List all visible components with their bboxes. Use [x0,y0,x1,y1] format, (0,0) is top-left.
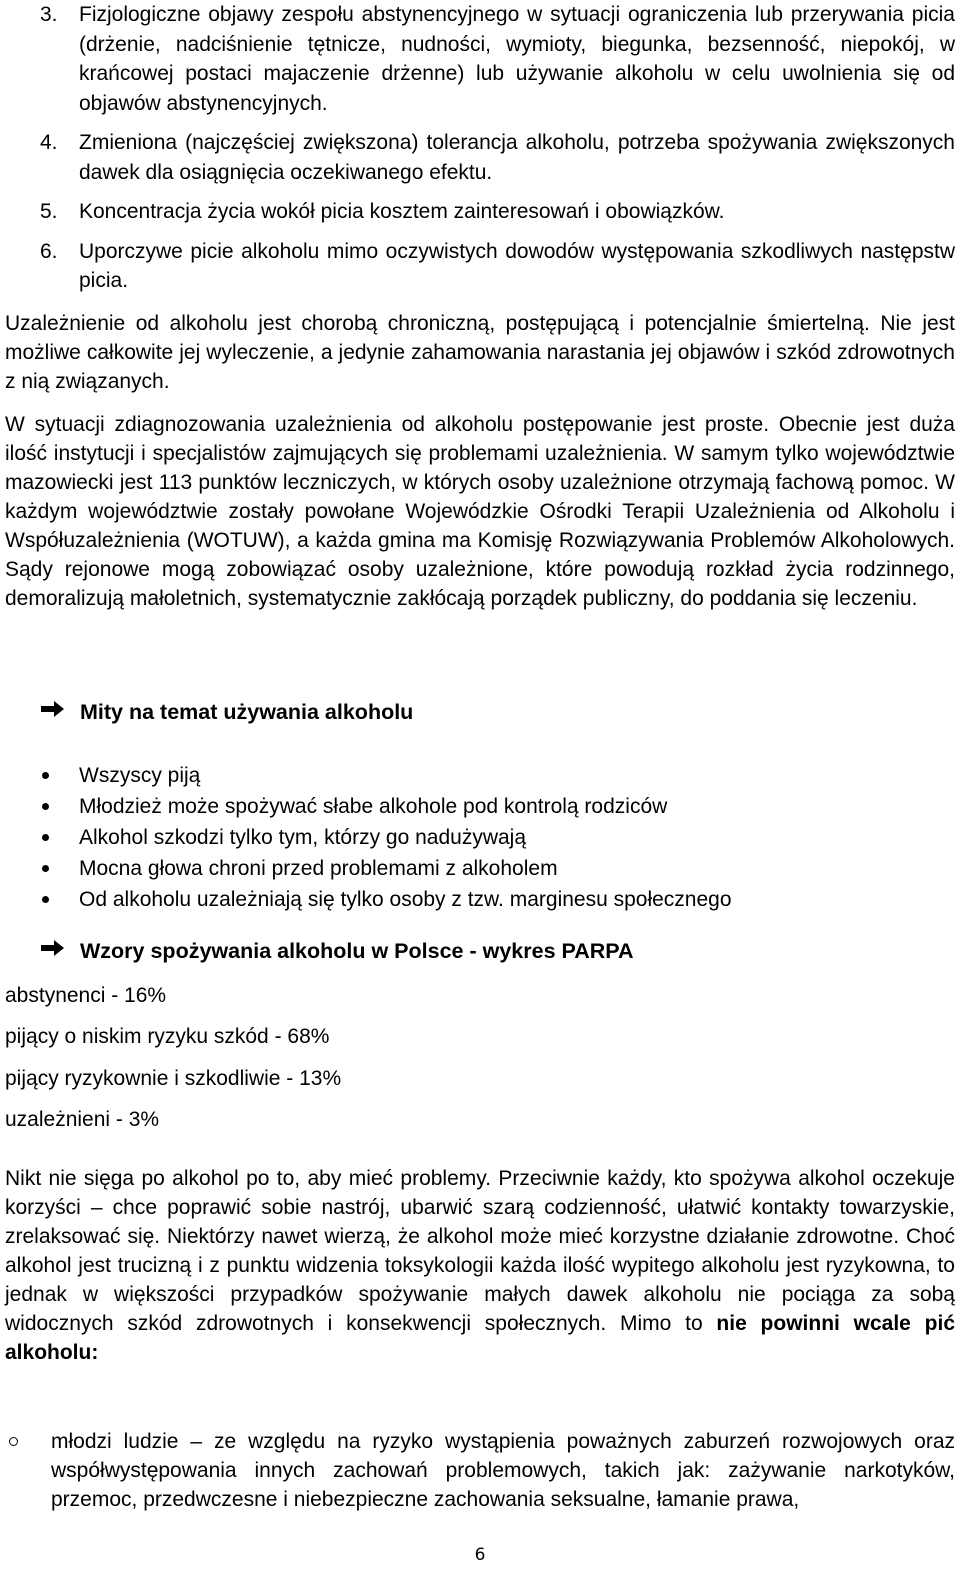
bullet-icon [42,772,49,779]
paragraph-benefits-text: Nikt nie sięga po alkohol po to, aby mieć problemy. Przeciwnie każdy, kto spożywa alkohol oczekuje korzyści – chce poprawić sobie nastrój, ubarwić szarą codzienność, ułatwić kontakty towarzyskie, zrelaksować się. Niektórzy nawet wierzą, że alkohol może mieć korzystne działanie zdrowotne. Choć alkohol jest trucizną i z punktu widzenia toksykologii każda ilość wypitego alkoholu jest ryzykowna, to jednak w większości przypadków spożywanie małych dawek alkoholu nie pociąga za sobą widocznych szkód zdrowotnych i konsekwencji społecznych. Mimo to [5,1167,955,1335]
paragraph-addiction: Uzależnienie od alkoholu jest chorobą chroniczną, postępującą i potencjalnie śmiertelną. Nie jest możliwe całkowite jej wyleczenie, a jedynie zahamowania narastania jej objawów i szkód zdrowotnych z nią związanych. [5,312,955,393]
pattern-line: uzależnieni - 3% [5,1108,160,1131]
list-item [0,0,955,118]
list-item [40,884,940,915]
list-item-text: Zmieniona (najczęściej zwiększona) tolerancja alkoholu, potrzeba spożywania zwiększonych dawek dla osiągnięcia oczekiwanego efektu. [79,131,955,184]
list-item [40,822,940,853]
patterns-heading [40,938,634,964]
arrow-right-icon [40,699,80,725]
should-not-drink-list [5,1427,955,1514]
list-item [5,1427,955,1514]
list-item [40,760,940,791]
list-item-text: Koncentracja życia wokół picia kosztem zainteresowań i obowiązków. [79,200,725,223]
list-item [0,237,955,296]
list-item [40,853,940,884]
list-item [40,791,940,822]
bullet-icon [42,834,49,841]
myths-list [40,760,940,915]
list-number: 5. [40,200,58,223]
paragraph-benefits [5,1164,955,1367]
list-number: 3. [40,3,58,26]
list-number: 6. [40,239,58,263]
list-item-text: Uporczywe picie alkoholu mimo oczywistych dowodów występowania szkodliwych następstw picia. [79,239,955,292]
pattern-line: pijący ryzykownie i szkodliwie - 13% [5,1067,342,1090]
patterns-heading-text: Wzory spożywania alkoholu w Polsce - wykres PARPA [80,938,634,963]
list-item [0,128,955,187]
list-item-text: Od alkoholu uzależniają się tylko osoby z tzw. marginesu społecznego [79,887,732,911]
pattern-line: pijący o niskim ryzyku szkód - 68% [5,1025,330,1048]
list-item [0,197,955,227]
pattern-line: abstynenci - 16% [5,984,167,1007]
bullet-icon [42,865,49,872]
list-item-text: Młodzież może spożywać słabe alkohole pod kontrolą rodziców [79,794,668,818]
page-number: 6 [474,1545,486,1565]
list-item-text: młodzi ludzie – ze względu na ryzyko wystąpienia poważnych zaburzeń rozwojowych oraz współwystępowania innych zachowań problemowych, takich jak: zażywanie narkotyków, przemoc, przedwczesne i niebezpieczne zachowania seksualne, łamanie prawa, [51,1430,955,1511]
bullet-icon [42,896,49,903]
list-item-text: Wszyscy piją [79,763,201,787]
numbered-list [0,0,955,296]
circle-bullet-icon [9,1437,18,1446]
list-number: 4. [40,131,58,154]
myths-heading-text: Mity na temat używania alkoholu [80,699,414,724]
list-item-text: Mocna głowa chroni przed problemami z alkoholem [79,856,558,880]
paragraph-benefits-bold: nie powinni wcale pić alkoholu: [5,1312,955,1364]
list-item-text: Alkohol szkodzi tylko tym, którzy go nadużywają [79,825,527,849]
bullet-icon [42,803,49,810]
paragraph-treatment: W sytuacji zdiagnozowania uzależnienia od alkoholu postępowanie jest proste. Obecnie jest duża ilość instytucji i specjalistów zajmujących się problemami uzależnienia. W samym tylko województwie mazowiecki jest 113 punktów leczniczych, w których osoby uzależnione otrzymają fachową pomoc. W każdym województwie zostały powołane Wojewódzkie Ośrodki Terapii Uzależnienia od Alkoholu i Współuzależnienia (WOTUW), a każda gmina ma Komisję Rozwiązywania Problemów Alkoholowych. Sądy rejonowe mogą zobowiązać osoby uzależnione, które powodują rozkład życia rodzinnego, demoralizują małoletnich, systematycznie zakłócają porządek publiczny, do poddania się leczeniu. [5,413,955,610]
list-item-text: Fizjologiczne objawy zespołu abstynencyjnego w sytuacji ograniczenia lub przerywania picia (drżenie, nadciśnienie tętnicze, nudności, wymioty, biegunka, bezsenność, niepokój, w krańcowej postaci majaczenie drżenne) lub używanie alkoholu w celu uwolnienia się od objawów abstynencyjnych. [79,3,955,115]
myths-heading [40,699,413,725]
arrow-right-icon [40,938,80,964]
